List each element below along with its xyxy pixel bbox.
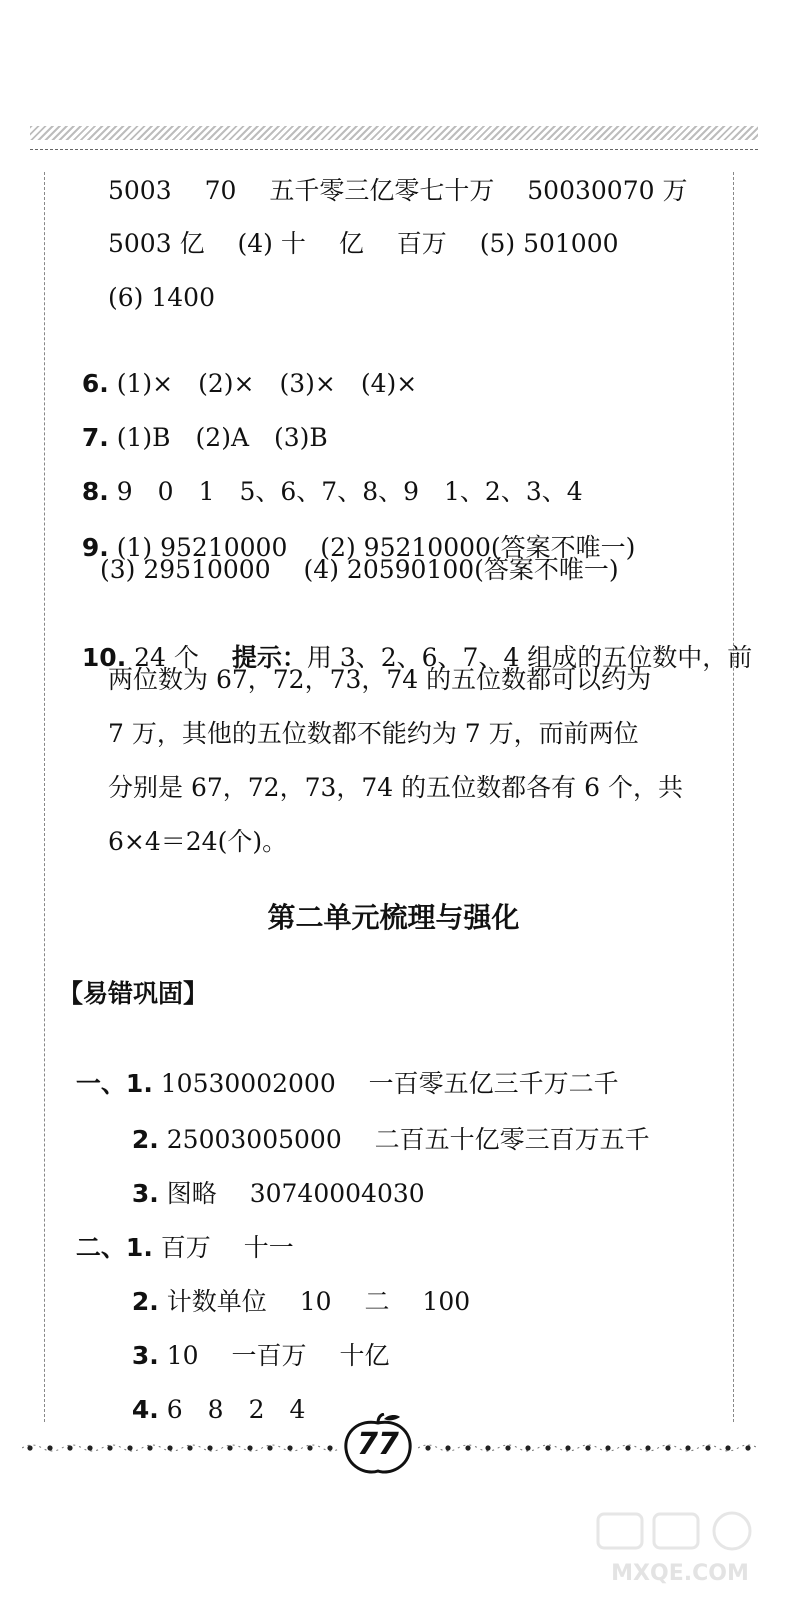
question-10-line-5: 6×4＝24(个)。 — [108, 827, 288, 856]
hint-label: 提示： — [231, 643, 307, 672]
answer-line-1: 5003 70 五千零三亿零七十万 50030070 万 — [108, 176, 688, 205]
section-title: 第二单元梳理与强化 — [267, 901, 520, 934]
sub-title: 【易错巩固】 — [58, 979, 209, 1008]
item-number: 4. — [131, 1395, 159, 1424]
hint-text: 用 3、2、6、7、4 组成的五位数中，前 — [306, 643, 753, 672]
answer-line-3: (6) 1400 — [108, 283, 215, 312]
answer-text: (1) 95210000 (2) 95210000(答案不唯一) — [108, 533, 636, 562]
item-text: 10530002000 一百零五亿三千万二千 — [152, 1069, 619, 1098]
right-border — [733, 172, 734, 1422]
part-label: 一、 — [75, 1069, 126, 1098]
item-text: 25003005000 二百五十亿零三百万五千 — [158, 1125, 650, 1154]
answer-line-2: 5003 亿 (4) 十 亿 百万 (5) 501000 — [108, 229, 619, 258]
question-number: 8. — [81, 477, 109, 506]
item-number: 2. — [131, 1125, 159, 1154]
answer-text: 9 0 1 5、6、7、8、9 1、2、3、4 — [108, 477, 583, 506]
question-8 — [66, 444, 583, 508]
part-label: 二、 — [75, 1233, 126, 1262]
question-10-line-2: 两位数为 67，72，73，74 的五位数都可以约为 — [108, 665, 652, 694]
header-stripe — [30, 126, 758, 140]
footer-dots-right — [418, 1440, 758, 1456]
item-text: 百万 十一 — [152, 1233, 294, 1262]
answer-text: 24 个 — [126, 643, 232, 672]
part-2-item-4 — [116, 1362, 305, 1426]
answer-text: (1)× (2)× (3)× (4)× — [108, 369, 418, 398]
question-number: 10. — [81, 643, 127, 672]
question-10-line-3: 7 万，其他的五位数都不能约为 7 万，而前两位 — [108, 719, 639, 748]
question-10-line-4: 分别是 67，72，73，74 的五位数都各有 6 个，共 — [108, 773, 683, 802]
item-text: 10 一百万 十亿 — [158, 1341, 390, 1370]
part-1-item-1 — [60, 1036, 619, 1100]
question-number: 7. — [81, 423, 109, 452]
page-number-badge — [340, 1413, 416, 1477]
page-number: 77 — [357, 1427, 399, 1462]
watermark-logo — [590, 1508, 770, 1588]
item-text: 计数单位 10 二 100 — [158, 1287, 471, 1316]
footer-dots-left — [22, 1440, 340, 1456]
left-border — [44, 172, 45, 1422]
question-number: 9. — [81, 533, 109, 562]
header-divider — [30, 149, 758, 150]
item-number: 3. — [131, 1179, 159, 1208]
item-number: 2. — [131, 1287, 159, 1316]
item-number: 1. — [125, 1233, 153, 1262]
item-number: 1. — [125, 1069, 153, 1098]
watermark-text: MXQE.COM — [611, 1561, 749, 1586]
item-text: 6 8 2 4 — [158, 1395, 306, 1424]
answer-text: (1)B (2)A (3)B — [108, 423, 328, 452]
question-9-line-2: (3) 29510000 (4) 20590100(答案不唯一) — [100, 555, 619, 584]
question-number: 6. — [81, 369, 109, 398]
item-number: 3. — [131, 1341, 159, 1370]
item-text: 图略 30740004030 — [158, 1179, 425, 1208]
